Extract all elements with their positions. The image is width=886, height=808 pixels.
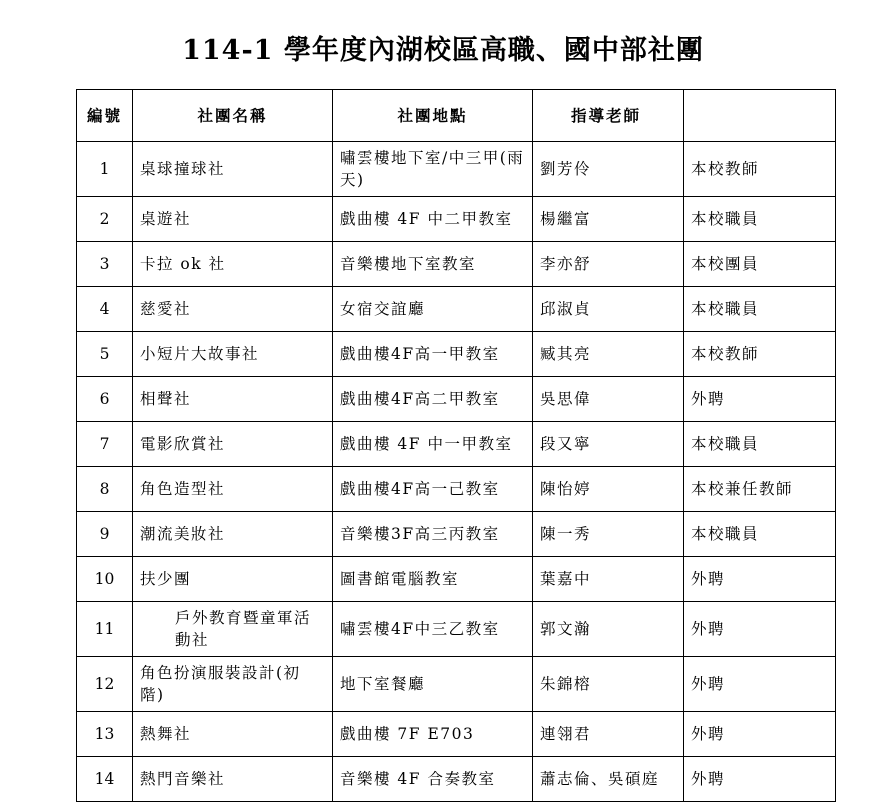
- row-location: 嘯雲樓地下室/中三甲(雨天): [333, 142, 533, 197]
- row-club-name: 小短片大故事社: [133, 332, 333, 377]
- row-location: 地下室餐廳: [333, 657, 533, 712]
- row-number: 11: [77, 602, 133, 657]
- row-club-name: 卡拉 ok 社: [133, 242, 333, 287]
- header-club-name: 社團名稱: [133, 90, 333, 142]
- header-location: 社團地點: [333, 90, 533, 142]
- header-teacher: 指導老師: [533, 90, 684, 142]
- row-location: 戲曲樓4F高一己教室: [333, 467, 533, 512]
- row-role: 本校團員: [684, 242, 836, 287]
- table-row: [77, 287, 836, 332]
- row-club-name: 慈愛社: [133, 287, 333, 332]
- row-location: 女宿交誼廳: [333, 287, 533, 332]
- row-club-name: 桌球撞球社: [133, 142, 333, 197]
- table-row: [77, 142, 836, 197]
- row-teacher: 吳思偉: [533, 377, 684, 422]
- row-location: 戲曲樓 7F E703: [333, 712, 533, 757]
- row-teacher: 李亦舒: [533, 242, 684, 287]
- row-role: 外聘: [684, 757, 836, 802]
- row-role: 外聘: [684, 712, 836, 757]
- row-number: 9: [77, 512, 133, 557]
- row-number: 13: [77, 712, 133, 757]
- row-teacher: 陳怡婷: [533, 467, 684, 512]
- club-table: [76, 89, 836, 802]
- table-row: [77, 332, 836, 377]
- page-title: 114-1 學年度內湖校區高職、國中部社團: [182, 35, 704, 66]
- table-row: [77, 602, 836, 657]
- row-number: 5: [77, 332, 133, 377]
- row-teacher: 蕭志倫、吳碩庭: [533, 757, 684, 802]
- row-location: 音樂樓 4F 合奏教室: [333, 757, 533, 802]
- row-number: 6: [77, 377, 133, 422]
- row-number: 7: [77, 422, 133, 467]
- row-teacher: 邱淑貞: [533, 287, 684, 332]
- row-role: 本校教師: [684, 332, 836, 377]
- header-role: [684, 90, 836, 142]
- table-row: [77, 712, 836, 757]
- row-club-name: 相聲社: [133, 377, 333, 422]
- row-teacher: 朱錦榕: [533, 657, 684, 712]
- row-teacher: 連翎君: [533, 712, 684, 757]
- row-club-name: 桌遊社: [133, 197, 333, 242]
- table-row: [77, 197, 836, 242]
- row-location: 圖書館電腦教室: [333, 557, 533, 602]
- row-role: 外聘: [684, 377, 836, 422]
- row-role: 本校職員: [684, 287, 836, 332]
- row-club-name: 熱舞社: [133, 712, 333, 757]
- row-role: 本校職員: [684, 197, 836, 242]
- row-role: 本校職員: [684, 512, 836, 557]
- table-row: [77, 657, 836, 712]
- row-club-name: 扶少團: [133, 557, 333, 602]
- row-location: 戲曲樓4F高二甲教室: [333, 377, 533, 422]
- row-number: 12: [77, 657, 133, 712]
- row-role: 本校職員: [684, 422, 836, 467]
- row-location: 戲曲樓4F高一甲教室: [333, 332, 533, 377]
- row-location: 戲曲樓 4F 中二甲教室: [333, 197, 533, 242]
- row-club-name: 熱門音樂社: [133, 757, 333, 802]
- row-location: 音樂樓3F高三丙教室: [333, 512, 533, 557]
- row-role: 外聘: [684, 657, 836, 712]
- row-role: 本校教師: [684, 142, 836, 197]
- row-teacher: 郭文瀚: [533, 602, 684, 657]
- row-teacher: 葉嘉中: [533, 557, 684, 602]
- row-club-name: 潮流美妝社: [133, 512, 333, 557]
- table-header-row: [77, 90, 836, 142]
- row-location: 音樂樓地下室教室: [333, 242, 533, 287]
- table-row: [77, 377, 836, 422]
- row-number: 10: [77, 557, 133, 602]
- row-teacher: 臧其亮: [533, 332, 684, 377]
- row-role: 本校兼任教師: [684, 467, 836, 512]
- table-row: [77, 512, 836, 557]
- row-club-name: 角色扮演服裝設計(初階): [133, 657, 333, 712]
- row-teacher: 楊繼富: [533, 197, 684, 242]
- table-row: [77, 757, 836, 802]
- table-row: [77, 242, 836, 287]
- row-number: 3: [77, 242, 133, 287]
- row-role: 外聘: [684, 602, 836, 657]
- header-number: 編號: [77, 90, 133, 142]
- table-row: [77, 467, 836, 512]
- row-teacher: 劉芳伶: [533, 142, 684, 197]
- row-number: 2: [77, 197, 133, 242]
- row-number: 14: [77, 757, 133, 802]
- table-row: [77, 557, 836, 602]
- table-row: [77, 422, 836, 467]
- row-role: 外聘: [684, 557, 836, 602]
- row-club-name: 角色造型社: [133, 467, 333, 512]
- row-club-name: 戶外教育暨童軍活動社: [133, 602, 333, 657]
- row-teacher: 陳一秀: [533, 512, 684, 557]
- row-location: 戲曲樓 4F 中一甲教室: [333, 422, 533, 467]
- row-club-name: 電影欣賞社: [133, 422, 333, 467]
- row-teacher: 段又寧: [533, 422, 684, 467]
- row-location: 嘯雲樓4F中三乙教室: [333, 602, 533, 657]
- row-number: 1: [77, 142, 133, 197]
- row-number: 4: [77, 287, 133, 332]
- row-number: 8: [77, 467, 133, 512]
